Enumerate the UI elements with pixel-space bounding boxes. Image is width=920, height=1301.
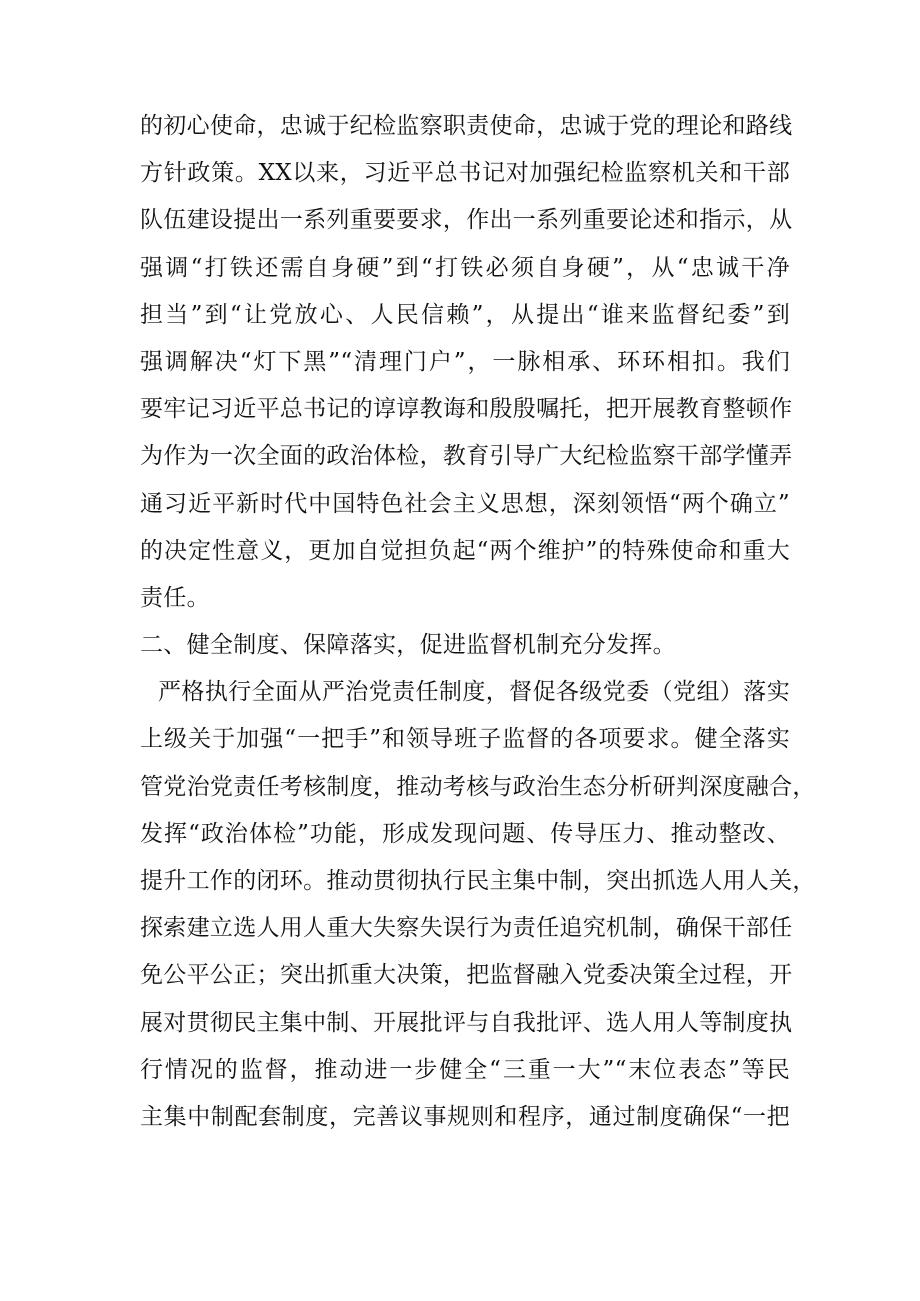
paragraph-line: 通习近平新时代中国特色社会主义思想，深刻领悟“两个确立” — [140, 490, 790, 517]
section-heading: 二、健全制度、保障落实，促进监督机制充分发挥。 — [140, 632, 676, 659]
paragraph-line: 管党治党责任考核制度，推动考核与政治生态分析研判深度融合， — [140, 773, 816, 800]
paragraph-line: 上级关于加强“一把手”和领导班子监督的各项要求。健全落实 — [140, 726, 790, 753]
document-body — [140, 103, 816, 1141]
paragraph-line: 提升工作的闭环。推动贯彻执行民主集中制，突出抓选人用人关， — [140, 868, 816, 894]
paragraph-line: 免公平公正；突出抓重大决策，把监督融入党委决策全过程，开 — [140, 962, 793, 989]
paragraph-line: 的决定性意义，更加自觉担负起“两个维护”的特殊使命和重大 — [140, 537, 790, 564]
paragraph-line: 要牢记习近平总书记的谆谆教诲和殷殷嘱托，把开展教育整顿作 — [140, 396, 793, 423]
paragraph-line: 展对贯彻民主集中制、开展批评与自我批评、选人用人等制度执 — [140, 1009, 793, 1036]
paragraph-line: 探索建立选人用人重大失察失误行为责任追究机制，确保干部任 — [140, 915, 793, 942]
paragraph-line: 为作为一次全面的政治体检，教育引导广大纪检监察干部学懂弄 — [140, 443, 793, 470]
paragraph-line: 担当”到“让党放心、人民信赖”，从提出“谁来监督纪委”到 — [140, 301, 790, 328]
paragraph-line: 发挥“政治体检”功能，形成发现问题、传导压力、推动整改、 — [140, 820, 790, 847]
paragraph-line: 的初心使命，忠诚于纪检监察职责使命，忠诚于党的理论和路线 — [140, 113, 793, 139]
paragraph-line: 行情况的监督，推动进一步健全“三重一大”“末位表态”等民 — [140, 1056, 790, 1083]
paragraph-line: 主集中制配套制度，完善议事规则和程序，通过制度确保“一把 — [140, 1103, 790, 1130]
paragraph-line: 强调解决“灯下黑”“清理门户”，一脉相承、环环相扣。我们 — [140, 348, 790, 375]
paragraph-line: 责任。 — [140, 584, 210, 611]
paragraph-line: 严格执行全面从严治党责任制度，督促各级党委（党组）落实 — [158, 679, 790, 706]
paragraph-line: 强调“打铁还需自身硬”到“打铁必须自身硬”，从“忠诚干净 — [140, 254, 790, 281]
paragraph-line: 队伍建设提出一系列重要要求，作出一系列重要论述和指示，从 — [140, 207, 793, 234]
paragraph-line: 方针政策。XX以来，习近平总书记对加强纪检监察机关和干部 — [140, 160, 790, 187]
